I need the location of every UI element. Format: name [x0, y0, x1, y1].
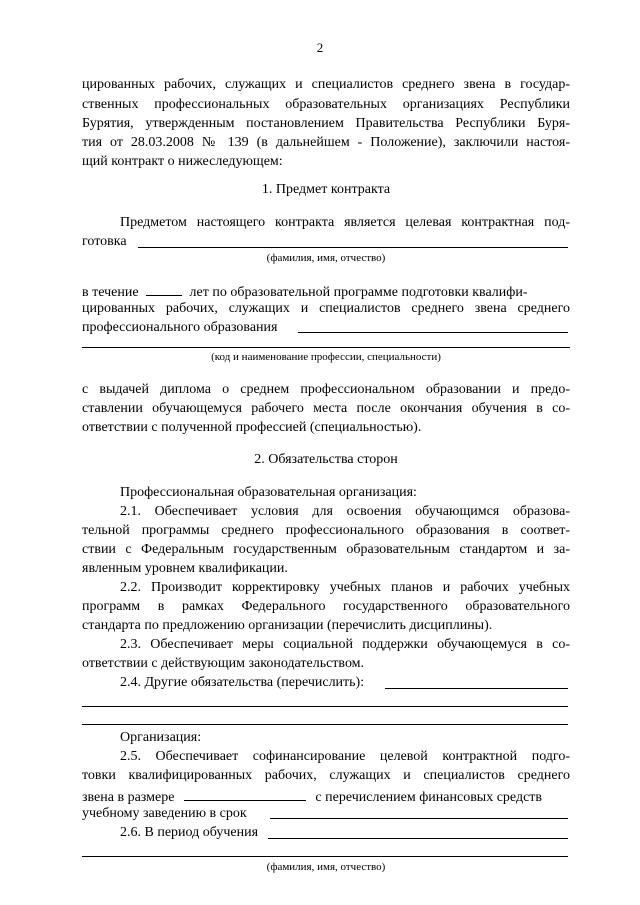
clause-2-5-line: 2.5. Обеспечивает софинансирование целевой контрактной подго- — [120, 749, 570, 764]
term-label: в течение — [82, 285, 139, 300]
profession-caption: (код и наименование профессии, специальности) — [211, 351, 441, 363]
amount-label: звена в размере — [82, 790, 175, 805]
clause-2-5-line — [82, 805, 570, 823]
page-number: 2 — [316, 40, 324, 55]
clause-2-1-line: ствии с Федеральным государственным образовательным стандартом и за- — [82, 542, 570, 557]
intro-line: ственных профессиональных образовательных организациях Республики — [82, 97, 570, 112]
obligations-blank-line-2 — [82, 706, 568, 707]
section-1-paragraph-line: цированных рабочих, служащих и специалистов среднего звена среднего — [82, 301, 570, 316]
section-1-heading: 1. Предмет контракта — [261, 182, 391, 197]
clause-2-5-line — [82, 786, 570, 807]
section-1-paragraph-text: профессионального образования — [82, 320, 278, 335]
fio-caption: (фамилия, имя, отчество) — [266, 252, 386, 264]
section-1-paragraph-line: Предметом настоящего контракта является целевая контрактная под- — [120, 215, 570, 230]
clause-2-2-line: программ в рамках Федерального государственного образовательного — [82, 599, 570, 614]
intro-line: щий контракт о нижеследующем: — [82, 154, 283, 169]
fio-blank-line-2 — [82, 856, 568, 857]
clause-2-4-text: 2.4. Другие обязательства (перечислить): — [120, 675, 365, 690]
clause-2-2-line: 2.2. Производит корректировку учебных планов и рабочих учебных — [120, 580, 570, 595]
section-1-paragraph-text: готовка — [82, 234, 127, 249]
study-period-blank-line — [268, 838, 568, 839]
clause-2-6-text: 2.6. В период обучения — [120, 825, 259, 840]
clause-2-3-line: 2.3. Обеспечивает меры социальной поддержки обучающемуся в со- — [120, 637, 570, 652]
organization-label: Организация: — [120, 730, 202, 745]
edu-org-label: Профессиональная образовательная организация: — [120, 485, 417, 500]
clause-2-3-line: ответствии с действующим законодательством. — [82, 656, 365, 671]
clause-2-1-line: явленным уровнем квалификации. — [82, 561, 288, 576]
intro-line: Бурятия, утвержденным постановлением Правительства Республики Буря- — [82, 116, 570, 131]
fio-blank-line — [138, 247, 568, 248]
obligations-blank-line-3 — [82, 724, 568, 725]
intro-line: цированных рабочих, служащих и специалистов среднего звена в государ- — [82, 77, 570, 92]
section-1-paragraph-line — [82, 319, 570, 337]
clause-2-1-line: 2.1. Обеспечивает условия для освоения обучающимся образова- — [120, 504, 570, 519]
section-1-paragraph-line: ставлении обучающемуся рабочего места после окончания обучения в со- — [82, 401, 570, 416]
amount-blank — [184, 786, 306, 801]
section-1-paragraph-line — [82, 233, 570, 251]
fio-caption-2: (фамилия, имя, отчество) — [266, 861, 386, 873]
clause-2-5-line: товки квалифицированных рабочих, служащих и специалистов среднего — [82, 768, 570, 783]
obligations-blank-line — [385, 688, 568, 689]
clause-2-2-line: стандарта по предложению организации (перечислить дисциплины). — [82, 618, 493, 633]
program-blank-line-2 — [82, 347, 570, 348]
deadline-blank-line — [270, 818, 568, 819]
amount-text: с перечислением финансовых средств — [315, 790, 543, 805]
clause-2-1-line: тельной программы среднего профессионального образования в соответ- — [82, 523, 570, 538]
deadline-label: учебному заведению в срок — [82, 806, 247, 821]
section-1-paragraph-line: с выдачей диплома о среднем профессиональном образовании и предо- — [82, 382, 570, 397]
intro-line: тия от 28.03.2008 № 139 (в дальнейшем - Положение), заключили настоя- — [82, 135, 570, 150]
section-2-heading: 2. Обязательства сторон — [254, 452, 398, 467]
clause-2-6-line — [120, 824, 570, 842]
section-1-paragraph-line — [82, 281, 570, 302]
section-1-paragraph-line: ответствии с полученной профессией (специальностью). — [82, 420, 422, 435]
years-blank — [146, 281, 182, 296]
program-blank-line — [298, 332, 568, 333]
clause-2-4-line — [120, 674, 570, 692]
term-text: лет по образовательной программе подготовки квалифи- — [189, 285, 528, 300]
